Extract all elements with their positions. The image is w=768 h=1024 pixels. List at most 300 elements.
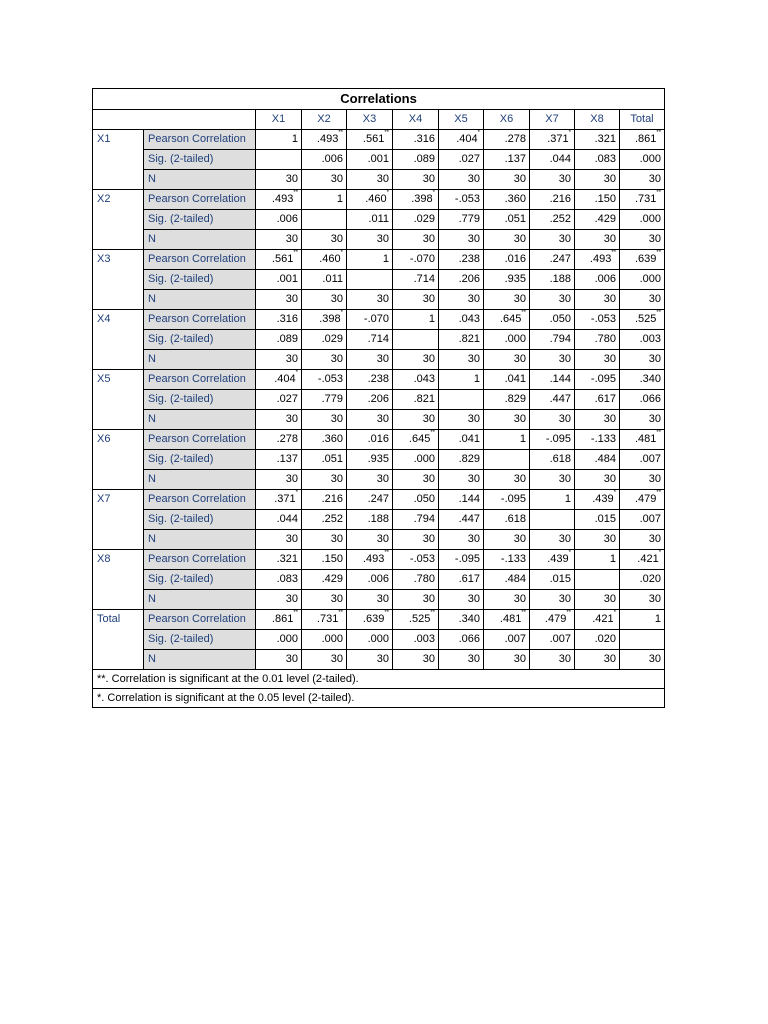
- table-cell: 30: [393, 590, 439, 610]
- significance-marker: *: [477, 130, 480, 136]
- table-cell: 30: [530, 350, 575, 370]
- cell-value: .493: [316, 133, 339, 145]
- table-cell: .027: [439, 150, 484, 170]
- footnote: *. Correlation is significant at the 0.05 level (2-tailed).: [93, 689, 665, 708]
- cell-value: .041: [458, 433, 480, 445]
- table-cell: [347, 130, 393, 150]
- table-cell: [575, 430, 620, 450]
- significance-marker: *: [340, 250, 343, 256]
- cell-value: .481: [499, 613, 522, 625]
- row-variable-x3: X3: [93, 250, 144, 310]
- table-cell: [484, 550, 530, 570]
- table-row: [93, 210, 665, 230]
- table-cell: 30: [575, 230, 620, 250]
- cell-value: .150: [594, 193, 616, 205]
- significance-marker: **: [293, 250, 298, 256]
- table-cell: 30: [530, 170, 575, 190]
- stat-label-pearson-correlation: Pearson Correlation: [144, 190, 256, 210]
- table-cell: .714: [393, 270, 439, 290]
- table-cell: .027: [256, 390, 302, 410]
- table-cell: 30: [256, 530, 302, 550]
- table-cell: 30: [620, 350, 665, 370]
- table-cell: .206: [439, 270, 484, 290]
- cell-value: .216: [549, 193, 571, 205]
- significance-marker: *: [568, 550, 571, 556]
- table-cell: 30: [530, 590, 575, 610]
- table-cell: 30: [484, 590, 530, 610]
- table-cell: [575, 570, 620, 590]
- significance-marker: **: [338, 130, 343, 136]
- stat-label-sig-2-tailed-: Sig. (2-tailed): [144, 450, 256, 470]
- title-row: [93, 89, 665, 110]
- significance-marker: **: [384, 610, 389, 616]
- table-cell: [620, 550, 665, 570]
- cell-value: .316: [413, 133, 435, 145]
- table-cell: .066: [620, 390, 665, 410]
- table-cell: [439, 610, 484, 630]
- table-cell: [347, 610, 393, 630]
- cell-value: .439: [592, 493, 614, 505]
- table-cell: .007: [620, 450, 665, 470]
- table-cell: 30: [347, 350, 393, 370]
- table-cell: .003: [620, 330, 665, 350]
- cell-value: -.095: [454, 553, 480, 565]
- table-cell: .051: [302, 450, 347, 470]
- table-cell: [302, 610, 347, 630]
- table-cell: 30: [393, 350, 439, 370]
- table-cell: 30: [439, 350, 484, 370]
- table-cell: .779: [302, 390, 347, 410]
- table-cell: 30: [575, 590, 620, 610]
- footnote-row: [93, 689, 665, 708]
- cell-value: .050: [413, 493, 435, 505]
- table-cell: 30: [302, 530, 347, 550]
- stat-label-pearson-correlation: Pearson Correlation: [144, 430, 256, 450]
- significance-marker: *: [295, 490, 298, 496]
- table-cell: 30: [484, 650, 530, 670]
- table-cell: 30: [620, 470, 665, 490]
- table-cell: .447: [530, 390, 575, 410]
- row-variable-x6: X6: [93, 430, 144, 490]
- table-row: [93, 450, 665, 470]
- table-cell: 30: [439, 650, 484, 670]
- stat-label-n: N: [144, 290, 256, 310]
- table-cell: [256, 130, 302, 150]
- significance-marker: **: [293, 190, 298, 196]
- table-cell: [256, 190, 302, 210]
- table-cell: .206: [347, 390, 393, 410]
- table-row: [93, 290, 665, 310]
- table-cell: 30: [439, 590, 484, 610]
- table-cell: 30: [530, 650, 575, 670]
- significance-marker: **: [293, 610, 298, 616]
- table-cell: [530, 250, 575, 270]
- footnote: **. Correlation is significant at the 0.01 level (2-tailed).: [93, 670, 665, 689]
- cell-value: .398: [319, 313, 341, 325]
- table-cell: [439, 310, 484, 330]
- table-cell: 30: [575, 530, 620, 550]
- table-cell: 30: [484, 230, 530, 250]
- table-cell: 30: [393, 410, 439, 430]
- table-cell: [393, 550, 439, 570]
- table-row: [93, 470, 665, 490]
- table-cell: [575, 610, 620, 630]
- table-cell: .829: [439, 450, 484, 470]
- table-cell: [484, 370, 530, 390]
- table-cell: 30: [484, 470, 530, 490]
- table-cell: 30: [302, 230, 347, 250]
- table-cell: [256, 550, 302, 570]
- table-cell: 30: [575, 350, 620, 370]
- cell-value: .238: [458, 253, 480, 265]
- significance-marker: *: [340, 310, 343, 316]
- cell-value: .371: [547, 133, 569, 145]
- table-cell: .006: [347, 570, 393, 590]
- table-cell: 30: [393, 230, 439, 250]
- table-cell: .007: [484, 630, 530, 650]
- table-cell: 30: [256, 590, 302, 610]
- table-cell: .429: [575, 210, 620, 230]
- table-row: [93, 530, 665, 550]
- table-cell: 30: [530, 470, 575, 490]
- stat-label-sig-2-tailed-: Sig. (2-tailed): [144, 390, 256, 410]
- table-cell: .617: [575, 390, 620, 410]
- table-cell: 30: [393, 470, 439, 490]
- table-cell: [484, 450, 530, 470]
- table-cell: 30: [302, 410, 347, 430]
- column-header-x1: X1: [256, 110, 302, 130]
- cell-value: .645: [499, 313, 522, 325]
- cell-value: .481: [634, 433, 657, 445]
- table-body: [93, 130, 665, 670]
- row-variable-x7: X7: [93, 490, 144, 550]
- table-cell: [530, 510, 575, 530]
- cell-value: .479: [544, 613, 567, 625]
- cell-value: -.053: [317, 373, 343, 385]
- cell-value: .278: [504, 133, 526, 145]
- table-cell: [575, 190, 620, 210]
- table-cell: [347, 270, 393, 290]
- cell-value: -.070: [409, 253, 435, 265]
- row-variable-x8: X8: [93, 550, 144, 610]
- cell-value: .150: [321, 553, 343, 565]
- table-cell: .794: [530, 330, 575, 350]
- table-cell: [439, 490, 484, 510]
- cell-value: .404: [274, 373, 296, 385]
- cell-value: .861: [271, 613, 294, 625]
- table-cell: [347, 250, 393, 270]
- table-cell: [484, 190, 530, 210]
- table-cell: 30: [620, 650, 665, 670]
- cell-value: -.053: [590, 313, 616, 325]
- table-cell: 30: [620, 410, 665, 430]
- table-row: [93, 510, 665, 530]
- cell-value: .340: [458, 613, 480, 625]
- significance-marker: **: [430, 430, 435, 436]
- table-cell: .029: [393, 210, 439, 230]
- table-cell: [530, 190, 575, 210]
- cell-value: -.095: [545, 433, 571, 445]
- table-cell: 30: [302, 170, 347, 190]
- table-row: [93, 630, 665, 650]
- table-cell: .484: [575, 450, 620, 470]
- significance-marker: **: [656, 190, 662, 196]
- cell-value: .043: [458, 313, 480, 325]
- table-cell: [439, 130, 484, 150]
- table-cell: [575, 550, 620, 570]
- cell-value: .247: [367, 493, 389, 505]
- table-row: [93, 310, 665, 330]
- column-header-x4: X4: [393, 110, 439, 130]
- table-cell: [256, 310, 302, 330]
- table-cell: [302, 210, 347, 230]
- table-cell: [620, 490, 665, 510]
- cell-value: .238: [367, 373, 389, 385]
- table-cell: [256, 610, 302, 630]
- table-cell: .044: [256, 510, 302, 530]
- table-cell: [620, 250, 665, 270]
- cell-value: .360: [504, 193, 526, 205]
- cell-value: .561: [271, 253, 294, 265]
- table-cell: [347, 550, 393, 570]
- table-cell: [620, 190, 665, 210]
- significance-marker: **: [338, 610, 343, 616]
- table-cell: 30: [347, 290, 393, 310]
- table-cell: .015: [530, 570, 575, 590]
- cell-value: .404: [456, 133, 478, 145]
- table-cell: [620, 130, 665, 150]
- table-cell: [620, 310, 665, 330]
- cell-value: .421: [592, 613, 614, 625]
- significance-marker: **: [521, 310, 526, 316]
- table-cell: .020: [575, 630, 620, 650]
- table-row: [93, 270, 665, 290]
- footnote-row: [93, 670, 665, 689]
- cell-value: 1: [654, 613, 662, 625]
- table-cell: 30: [393, 530, 439, 550]
- cell-value: .144: [549, 373, 571, 385]
- table-cell: .000: [620, 270, 665, 290]
- table-cell: 30: [620, 530, 665, 550]
- table-cell: 30: [256, 410, 302, 430]
- cell-value: .639: [362, 613, 385, 625]
- table-cell: 30: [256, 230, 302, 250]
- row-variable-x2: X2: [93, 190, 144, 250]
- table-cell: 30: [347, 410, 393, 430]
- table-cell: [530, 430, 575, 450]
- cell-value: .439: [547, 553, 569, 565]
- stat-label-n: N: [144, 650, 256, 670]
- table-cell: .484: [484, 570, 530, 590]
- table-cell: .252: [302, 510, 347, 530]
- table-cell: .006: [256, 210, 302, 230]
- table-cell: 30: [439, 470, 484, 490]
- cell-value: .321: [276, 553, 298, 565]
- significance-marker: **: [656, 250, 662, 256]
- column-header-x5: X5: [439, 110, 484, 130]
- table-cell: [439, 430, 484, 450]
- table-cell: .000: [484, 330, 530, 350]
- cell-value: .731: [634, 193, 657, 205]
- table-row: [93, 590, 665, 610]
- table-row: [93, 190, 665, 210]
- table-cell: .006: [575, 270, 620, 290]
- column-header-x8: X8: [575, 110, 620, 130]
- table-cell: .083: [575, 150, 620, 170]
- table-cell: [256, 150, 302, 170]
- table-cell: [620, 630, 665, 650]
- table-row: [93, 230, 665, 250]
- cell-value: .321: [594, 133, 616, 145]
- cell-value: .278: [276, 433, 298, 445]
- table-cell: 30: [302, 290, 347, 310]
- table-cell: [439, 190, 484, 210]
- table-cell: .779: [439, 210, 484, 230]
- significance-marker: *: [658, 550, 662, 556]
- table-cell: [575, 370, 620, 390]
- table-cell: 30: [347, 590, 393, 610]
- table-row: [93, 610, 665, 630]
- cell-value: .316: [276, 313, 298, 325]
- table-cell: 30: [439, 410, 484, 430]
- cell-value: .493: [589, 253, 612, 265]
- cell-value: -.053: [454, 193, 480, 205]
- cell-value: -.133: [590, 433, 616, 445]
- table-cell: [302, 430, 347, 450]
- table-cell: .000: [347, 630, 393, 650]
- significance-marker: *: [613, 490, 616, 496]
- cell-value: 1: [291, 133, 298, 145]
- table-cell: 30: [347, 650, 393, 670]
- table-cell: .188: [347, 510, 393, 530]
- cell-value: .398: [411, 193, 433, 205]
- table-cell: 30: [393, 650, 439, 670]
- table-cell: 30: [575, 170, 620, 190]
- table-cell: .429: [302, 570, 347, 590]
- table-cell: [302, 190, 347, 210]
- table-cell: [393, 430, 439, 450]
- table-cell: .011: [347, 210, 393, 230]
- table-cell: [347, 370, 393, 390]
- cell-value: .479: [634, 493, 657, 505]
- cell-value: .460: [365, 193, 387, 205]
- table-cell: .020: [620, 570, 665, 590]
- table-cell: 30: [256, 170, 302, 190]
- table-cell: [393, 610, 439, 630]
- table-cell: 30: [484, 530, 530, 550]
- table-cell: [393, 370, 439, 390]
- table-cell: .000: [620, 150, 665, 170]
- table-row: [93, 350, 665, 370]
- table-cell: [302, 250, 347, 270]
- cell-value: -.133: [500, 553, 526, 565]
- significance-marker: *: [568, 130, 571, 136]
- cell-value: .340: [639, 373, 662, 385]
- cell-value: -.070: [363, 313, 389, 325]
- table-cell: 30: [575, 290, 620, 310]
- table-cell: [530, 550, 575, 570]
- cell-value: .525: [408, 613, 431, 625]
- stat-label-n: N: [144, 350, 256, 370]
- stat-label-n: N: [144, 530, 256, 550]
- cell-value: -.095: [500, 493, 526, 505]
- table-cell: 30: [575, 470, 620, 490]
- cell-value: 1: [473, 373, 480, 385]
- table-cell: [393, 310, 439, 330]
- table-cell: .780: [393, 570, 439, 590]
- cell-value: .861: [634, 133, 657, 145]
- table-cell: .714: [347, 330, 393, 350]
- cell-value: .561: [362, 133, 385, 145]
- cell-value: .016: [504, 253, 526, 265]
- cell-value: .371: [274, 493, 296, 505]
- table-cell: .015: [575, 510, 620, 530]
- table-cell: .044: [530, 150, 575, 170]
- cell-value: .525: [634, 313, 657, 325]
- stat-label-n: N: [144, 230, 256, 250]
- table-cell: .821: [439, 330, 484, 350]
- stat-label-sig-2-tailed-: Sig. (2-tailed): [144, 330, 256, 350]
- table-cell: .089: [393, 150, 439, 170]
- table-cell: 30: [439, 290, 484, 310]
- significance-marker: **: [521, 610, 526, 616]
- stat-label-pearson-correlation: Pearson Correlation: [144, 550, 256, 570]
- table-row: [93, 650, 665, 670]
- table-row: [93, 390, 665, 410]
- significance-marker: **: [566, 610, 571, 616]
- table-row: [93, 570, 665, 590]
- stat-label-pearson-correlation: Pearson Correlation: [144, 610, 256, 630]
- table-cell: 30: [256, 350, 302, 370]
- stat-label-n: N: [144, 410, 256, 430]
- table-cell: 30: [439, 170, 484, 190]
- table-cell: .001: [347, 150, 393, 170]
- cell-value: .360: [321, 433, 343, 445]
- table-row: [93, 490, 665, 510]
- table-cell: [393, 490, 439, 510]
- table-row: [93, 370, 665, 390]
- stat-label-n: N: [144, 470, 256, 490]
- table-title: Correlations: [93, 89, 665, 110]
- stat-label-sig-2-tailed-: Sig. (2-tailed): [144, 150, 256, 170]
- table-cell: .137: [484, 150, 530, 170]
- table-row: [93, 250, 665, 270]
- table-cell: [256, 250, 302, 270]
- table-cell: .617: [439, 570, 484, 590]
- table-cell: [439, 370, 484, 390]
- stat-label-sig-2-tailed-: Sig. (2-tailed): [144, 210, 256, 230]
- table-cell: .618: [484, 510, 530, 530]
- table-cell: .821: [393, 390, 439, 410]
- stat-label-sig-2-tailed-: Sig. (2-tailed): [144, 630, 256, 650]
- significance-marker: **: [656, 490, 662, 496]
- significance-marker: **: [656, 130, 662, 136]
- stat-label-sig-2-tailed-: Sig. (2-tailed): [144, 510, 256, 530]
- table-cell: .006: [302, 150, 347, 170]
- table-cell: [393, 250, 439, 270]
- cell-value: 1: [564, 493, 571, 505]
- table-cell: [347, 430, 393, 450]
- stat-label-pearson-correlation: Pearson Correlation: [144, 490, 256, 510]
- cell-value: .421: [637, 553, 659, 565]
- table-cell: .029: [302, 330, 347, 350]
- table-cell: 30: [347, 470, 393, 490]
- row-variable-x5: X5: [93, 370, 144, 430]
- table-cell: [575, 490, 620, 510]
- table-cell: .780: [575, 330, 620, 350]
- cell-value: .493: [271, 193, 294, 205]
- correlations-table: [92, 88, 665, 708]
